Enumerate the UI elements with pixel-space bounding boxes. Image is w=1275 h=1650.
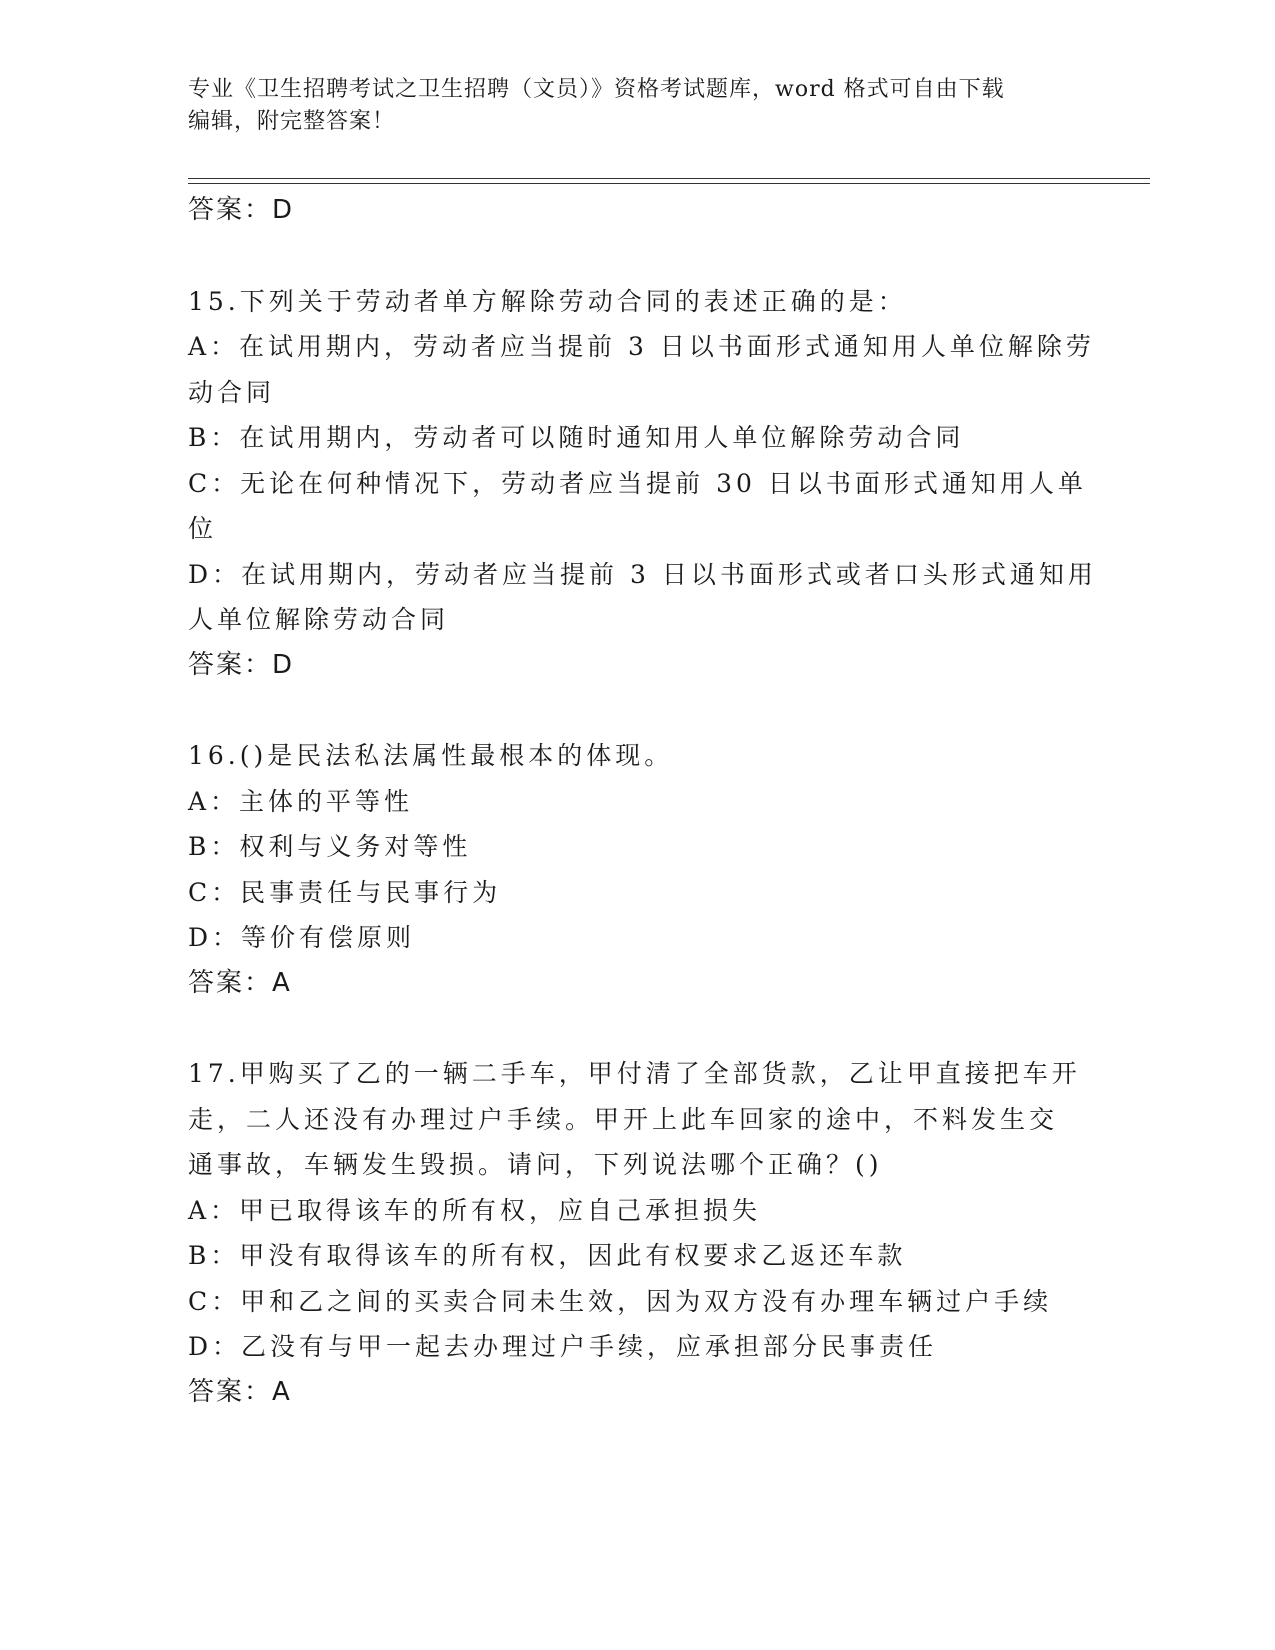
header-line-2: 编辑，附完整答案！ <box>188 109 396 134</box>
question-17-stem-cont-2: 通事故，车辆发生毁损。请问，下列说法哪个正确？() <box>188 1150 883 1179</box>
question-16-stem: 16.()是民法私法属性最根本的体现。 <box>188 741 674 770</box>
question-17-option-c: C：甲和乙之间的买卖合同未生效，因为双方没有办理车辆过户手续 <box>188 1286 1053 1316</box>
question-17-stem-cont-1: 走，二人还没有办理过户手续。甲开上此车回家的途中，不料发生交 <box>188 1104 1059 1134</box>
header-line-1: 专业《卫生招聘考试之卫生招聘（文员）》资格考试题库，word 格式可自由下载 <box>188 77 1005 102</box>
question-15-option-d-cont: 人单位解除劳动合同 <box>188 605 450 634</box>
question-16 <box>188 733 1088 1006</box>
question-17-answer: 答案：A <box>188 1376 292 1407</box>
question-17-stem: 17.甲购买了乙的一辆二手车，甲付清了全部货款，乙让甲直接把车开 <box>188 1059 1081 1088</box>
question-list <box>188 188 1097 1415</box>
question-15-option-c: C：无论在何种情况下，劳动者应当提前 30 日以书面形式通知用人单 <box>188 468 1087 498</box>
question-15-option-d: D：在试用期内，劳动者应当提前 3 日以书面形式或者口头形式通知用 <box>188 559 1097 589</box>
question-16-option-b: B：权利与义务对等性 <box>188 832 472 861</box>
header-divider-top <box>188 178 1150 179</box>
document-header <box>188 74 1068 138</box>
question-15-option-a: A：在试用期内，劳动者应当提前 3 日以书面形式通知用人单位解除劳 <box>188 332 1095 361</box>
question-15-option-b: B：在试用期内，劳动者可以随时通知用人单位解除劳动合同 <box>188 423 965 452</box>
question-16-answer: 答案：A <box>188 967 292 998</box>
question-15 <box>188 279 1097 689</box>
question-17-option-d: D：乙没有与甲一起去办理过户手续，应承担部分民事责任 <box>188 1332 938 1361</box>
question-17-option-b: B：甲没有取得该车的所有权，因此有权要求乙返还车款 <box>188 1241 907 1270</box>
question-15-option-c-cont: 位 <box>188 514 218 543</box>
answer-14: 答案：D <box>188 195 295 225</box>
question-17-option-a: A：甲已取得该车的所有权，应自己承担损失 <box>188 1195 762 1225</box>
question-15-option-a-cont: 动合同 <box>188 377 276 407</box>
question-17 <box>188 1051 1088 1415</box>
header-divider-bottom <box>188 183 1150 184</box>
question-16-option-c: C：民事责任与民事行为 <box>188 877 502 907</box>
question-15-answer: 答案：D <box>188 649 295 680</box>
question-15-stem: 15.下列关于劳动者单方解除劳动合同的表述正确的是： <box>188 286 907 316</box>
question-16-option-d: D：等价有偿原则 <box>188 923 416 952</box>
question-16-option-a: A：主体的平等性 <box>188 786 414 816</box>
